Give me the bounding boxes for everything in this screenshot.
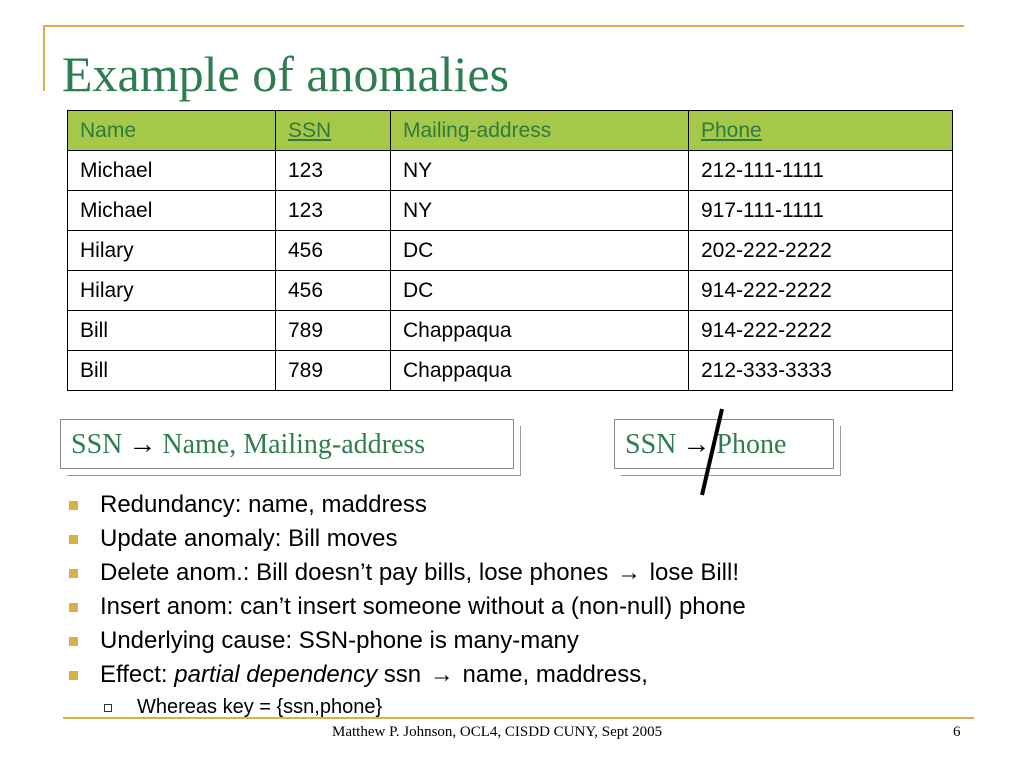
list-item	[67, 624, 746, 658]
cell-name: Michael	[68, 191, 276, 231]
cell-ssn: 789	[276, 311, 391, 351]
list-item-text: ssn	[383, 661, 422, 688]
header-ssn: SSN	[276, 111, 391, 151]
table-row	[68, 311, 953, 351]
list-item-text: lose Bill!	[649, 559, 740, 586]
negation-slash-icon	[690, 407, 730, 497]
table-header-row	[68, 111, 953, 151]
list-item-text: name, maddress,	[462, 661, 648, 688]
cell-ssn: 123	[276, 191, 391, 231]
fd-ssn-name-address	[60, 419, 514, 469]
cell-ssn: 789	[276, 351, 391, 391]
left-rule	[43, 25, 45, 91]
table-row	[68, 191, 953, 231]
cell-address: NY	[391, 191, 689, 231]
table-row	[68, 271, 953, 311]
cell-phone: 914-222-2222	[689, 311, 953, 351]
square-bullet-icon	[69, 501, 78, 510]
fd2-rhs: Phone	[716, 429, 787, 460]
cell-name: Bill	[68, 311, 276, 351]
square-bullet-icon	[69, 603, 78, 612]
hollow-square-bullet-icon	[104, 704, 112, 712]
arrow-icon: →	[682, 429, 711, 460]
list-item-text: Whereas key = {ssn,phone}	[137, 696, 383, 718]
cell-ssn: 456	[276, 231, 391, 271]
cell-ssn: 456	[276, 271, 391, 311]
square-bullet-icon	[69, 569, 78, 578]
cell-address: Chappaqua	[391, 311, 689, 351]
table-row	[68, 231, 953, 271]
cell-phone: 914-222-2222	[689, 271, 953, 311]
cell-address: DC	[391, 271, 689, 311]
relation-table	[67, 110, 953, 391]
cell-name: Bill	[68, 351, 276, 391]
list-item	[67, 522, 746, 556]
list-item-text: Delete anom.: Bill doesn’t pay bills, lose phones	[100, 559, 609, 586]
bullet-list	[67, 488, 746, 722]
cell-phone: 212-333-3333	[689, 351, 953, 391]
list-item-text: Effect:	[100, 661, 168, 688]
slide-title: Example of anomalies	[62, 46, 510, 102]
header-mailing-address: Mailing-address	[391, 111, 689, 151]
page-number: 6	[953, 724, 961, 740]
table-row	[68, 351, 953, 391]
cell-address: Chappaqua	[391, 351, 689, 391]
cell-address: DC	[391, 231, 689, 271]
list-item-text: Underlying cause: SSN-phone is many-many	[100, 627, 579, 654]
list-item-text: Redundancy: name, maddress	[100, 491, 427, 518]
header-name: Name	[68, 111, 276, 151]
arrow-icon: →	[616, 559, 641, 586]
cell-phone: 917-111-1111	[689, 191, 953, 231]
table-row	[68, 151, 953, 191]
cell-address: NY	[391, 151, 689, 191]
fd1-rhs: Name, Mailing-address	[162, 429, 426, 460]
list-item	[67, 590, 746, 624]
cell-phone: 212-111-1111	[689, 151, 953, 191]
arrow-icon: →	[128, 429, 157, 460]
arrow-icon: →	[429, 661, 454, 688]
list-item	[67, 556, 746, 590]
square-bullet-icon	[69, 535, 78, 544]
cell-phone: 202-222-2222	[689, 231, 953, 271]
fd2-lhs: SSN	[625, 429, 677, 460]
list-item	[67, 658, 746, 692]
fd1-lhs: SSN	[71, 429, 123, 460]
square-bullet-icon	[69, 671, 78, 680]
cell-name: Michael	[68, 151, 276, 191]
cell-name: Hilary	[68, 271, 276, 311]
top-rule	[43, 25, 964, 27]
cell-ssn: 123	[276, 151, 391, 191]
square-bullet-icon	[69, 637, 78, 646]
list-item-text: Insert anom: can’t insert someone without a (non-null) phone	[100, 593, 746, 620]
cell-name: Hilary	[68, 231, 276, 271]
sub-list-item	[67, 692, 746, 722]
list-item	[67, 488, 746, 522]
list-item-text: Update anomaly: Bill moves	[100, 525, 398, 552]
slide-footer: Matthew P. Johnson, OCL4, CISDD CUNY, Sept 2005	[332, 724, 663, 740]
emphasis-text: partial dependency	[174, 661, 378, 688]
header-phone: Phone	[689, 111, 953, 151]
